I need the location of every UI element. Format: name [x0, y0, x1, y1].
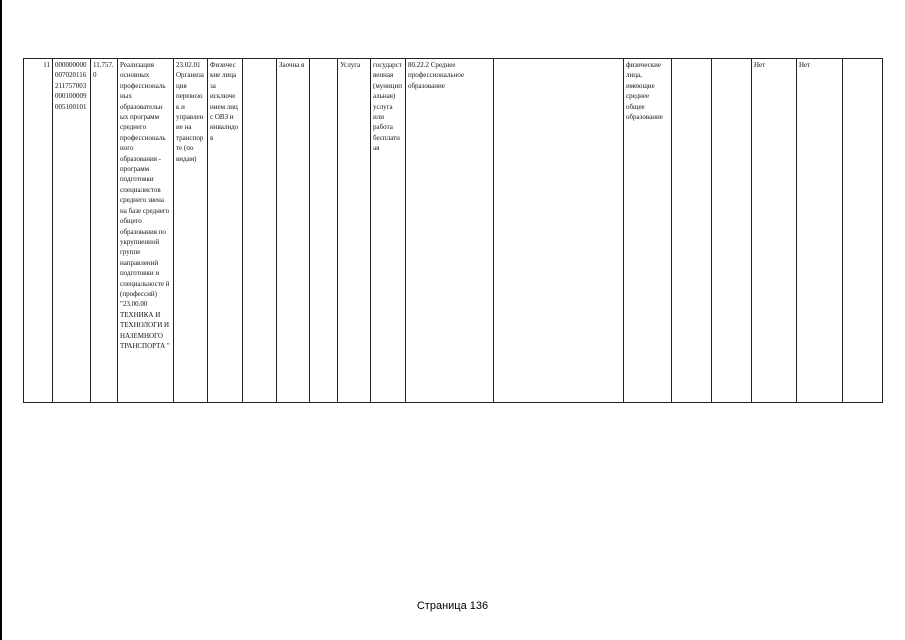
empty-cell: [243, 59, 277, 403]
specialty: 23.02.01 Организа ция перевозо к и управлен ие на транспор те (по видам): [174, 59, 208, 403]
registry-code: 000000000 007020116 211757003 000100009 005100101: [53, 59, 91, 403]
empty-cell: [712, 59, 752, 403]
table-row: [24, 59, 883, 403]
service-id: 11.757. 0: [91, 59, 118, 403]
empty-cell: [843, 59, 883, 403]
page-number: Страница 136: [416, 600, 489, 612]
empty-cell: [310, 59, 338, 403]
consumer-category: Физичес кие лица за исключе нием лиц с ОВЗ и инвалидо в: [208, 59, 243, 403]
registry-table: [23, 58, 883, 403]
flag-cell: Нет: [752, 59, 797, 403]
service-name: Реализация основных профессиональ ных образовательн ых программ среднего профессиональ ного образования - программ подготовки специалистов среднего звена на базе среднего общего образования по укрупненной группе направлений подготовки и специальносте й (профессий) "23.00.00 ТЕХНИКА И ТЕХНОЛОГИ И НАЗЕМНОГО ТРАНСПОРТА ": [118, 59, 174, 403]
empty-cell: [494, 59, 624, 403]
consumer-description: физические лица, имеющие среднее общее образование: [624, 59, 672, 403]
service-type: Услуга: [338, 59, 371, 403]
flag-cell: Нет: [797, 59, 843, 403]
education-form: Заочна я: [277, 59, 310, 403]
service-status: государст венная (муницип альная) услуга или работа бесплатн ая: [371, 59, 406, 403]
okved-code: 80.22.2 Среднее профессиональное образование: [406, 59, 494, 403]
row-number: 11: [24, 59, 53, 403]
left-margin-rule: [0, 0, 2, 640]
empty-cell: [672, 59, 712, 403]
